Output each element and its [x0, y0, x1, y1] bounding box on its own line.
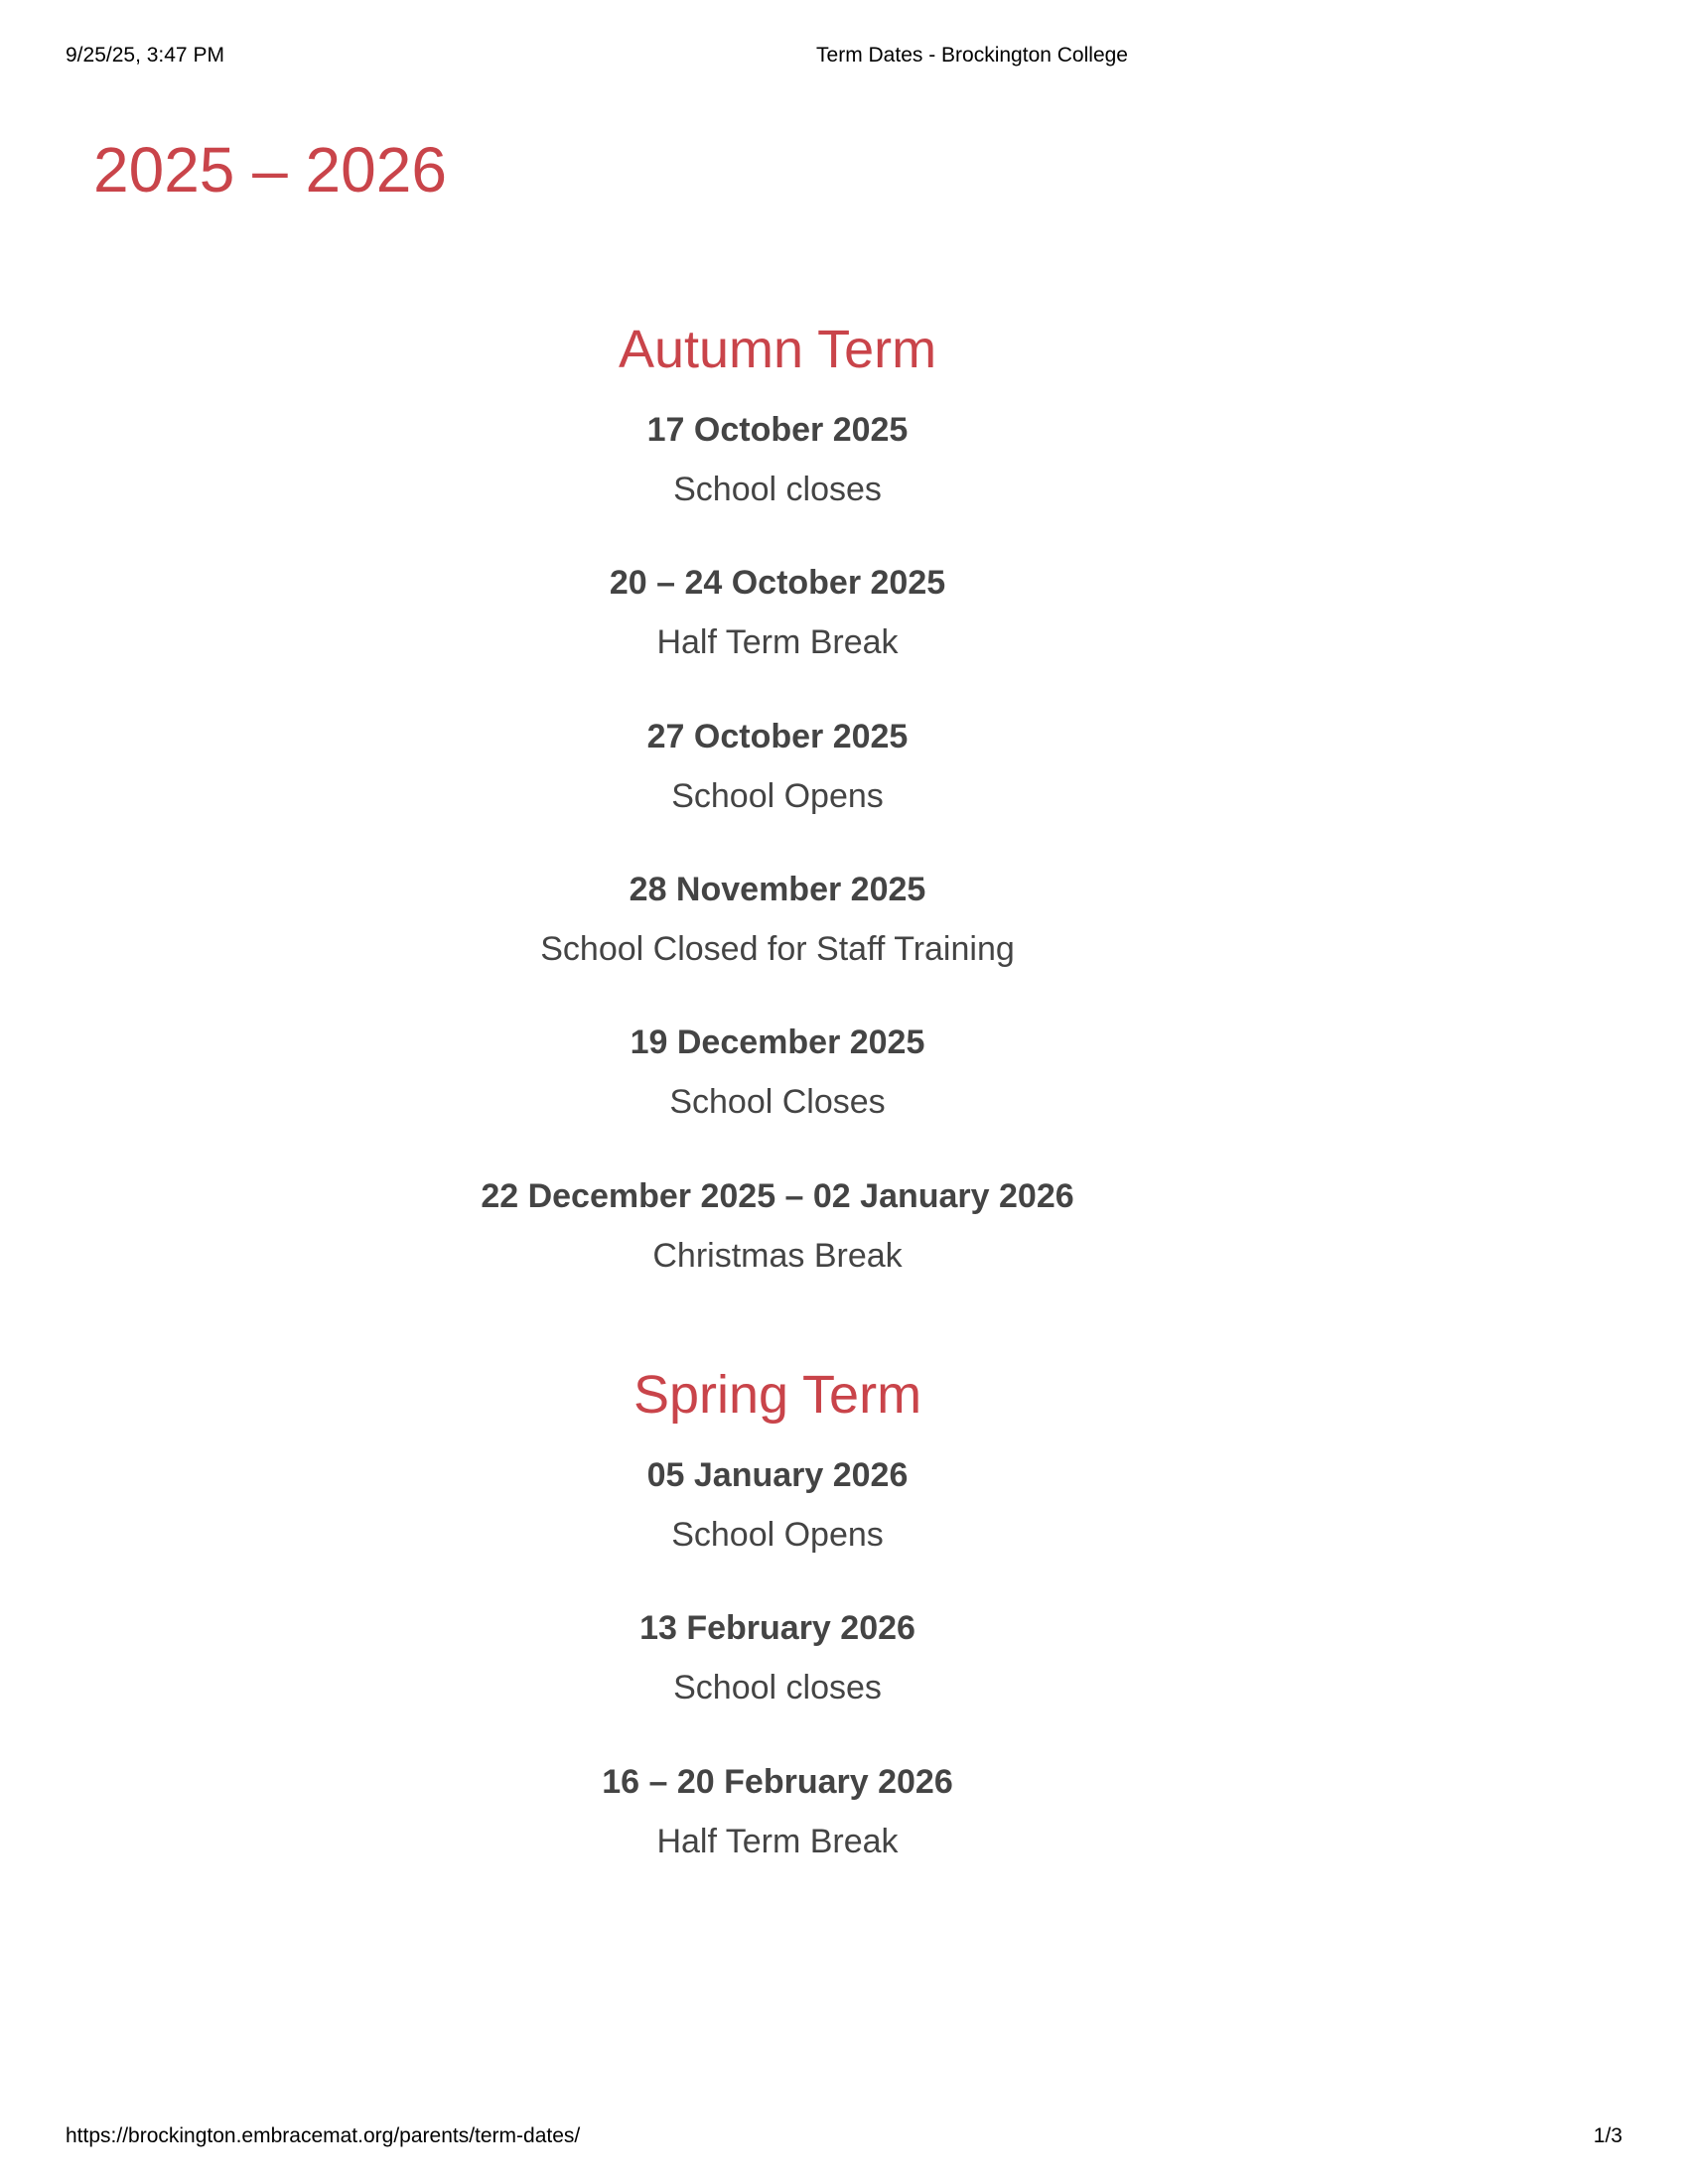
event-date: 22 December 2025 – 02 January 2026	[481, 1176, 1074, 1215]
event-description: School closes	[673, 1669, 882, 1707]
event-description: Christmas Break	[652, 1236, 903, 1275]
term-section-spring	[0, 1363, 1555, 1863]
event-date: 05 January 2026	[646, 1455, 909, 1494]
term-event	[0, 561, 1555, 664]
term-event	[0, 1760, 1555, 1863]
event-description: School Closes	[669, 1083, 886, 1122]
event-description: Half Term Break	[656, 623, 899, 662]
event-date: 17 October 2025	[646, 410, 909, 449]
print-footer	[0, 2124, 1688, 2154]
event-date: 19 December 2025	[630, 1024, 925, 1062]
print-datetime: 9/25/25, 3:47 PM	[66, 44, 224, 67]
print-header	[0, 44, 1688, 73]
event-description: Half Term Break	[656, 1822, 899, 1860]
event-description: School Opens	[671, 776, 884, 815]
event-date: 27 October 2025	[646, 717, 909, 755]
event-description: School Opens	[671, 1516, 884, 1555]
term-event	[0, 1021, 1555, 1124]
term-event	[0, 715, 1555, 818]
term-event	[0, 1453, 1555, 1557]
page-url: https://brockington.embracemat.org/parents/term-dates/	[66, 2124, 581, 2147]
term-title: Spring Term	[633, 1365, 922, 1426]
event-date: 20 – 24 October 2025	[609, 564, 946, 603]
event-date: 28 November 2025	[629, 870, 926, 908]
event-date: 13 February 2026	[639, 1609, 915, 1648]
term-event	[0, 1606, 1555, 1709]
term-dates-content	[0, 318, 1555, 1863]
term-section-autumn	[0, 318, 1555, 1278]
term-event	[0, 868, 1555, 971]
term-title: Autumn Term	[618, 320, 937, 379]
event-date: 16 – 20 February 2026	[602, 1762, 953, 1801]
event-description: School Closed for Staff Training	[540, 930, 1015, 969]
print-page-title: Term Dates - Brockington College	[816, 44, 1128, 67]
page-number: 1/3	[1593, 2124, 1622, 2147]
event-description: School closes	[673, 470, 882, 508]
term-event	[0, 1174, 1555, 1278]
year-heading: 2025 – 2026	[93, 134, 447, 205]
term-event	[0, 408, 1555, 511]
